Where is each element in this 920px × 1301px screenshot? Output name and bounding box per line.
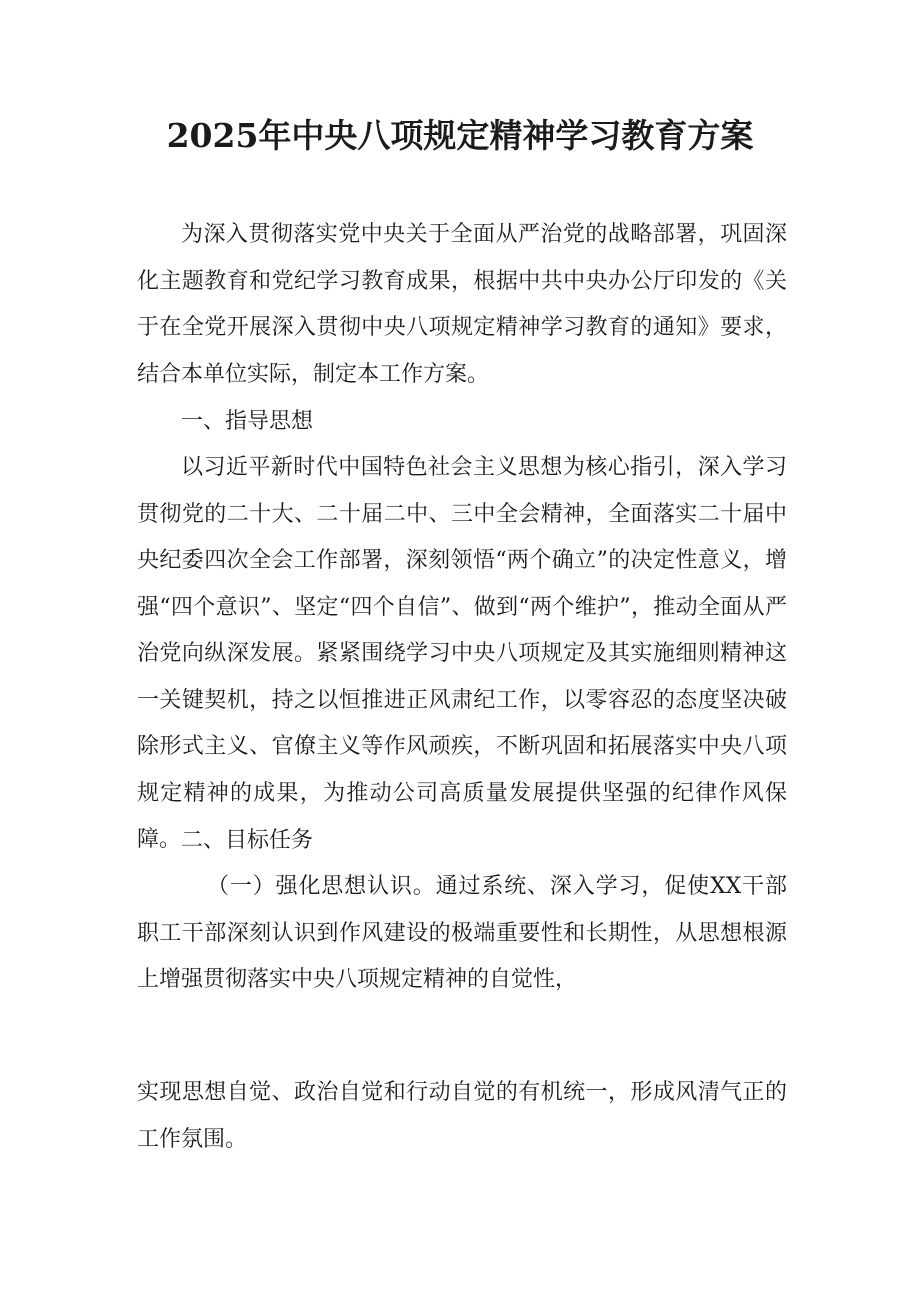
document-title: 2025年中央八项规定精神学习教育方案 [166, 116, 754, 155]
intro-paragraph: 为深入贯彻落实党中央关于全面从严治党的战略部署，巩固深化主题教育和党纪学习教育成果，根据中共中央办公厅印发的《关于在全党开展深入贯彻中央八项规定精神学习教育的通知》要求，结合本单位实际，制定本工作方案。 [137, 222, 787, 387]
goal-item-1-continuation: 实现思想自觉、政治自觉和行动自觉的有机统一，形成风清气正的工作氛围。 [137, 1080, 787, 1152]
section-heading-goals-tasks: 二、目标任务 [181, 828, 314, 853]
section-heading-guiding-thought: 一、指导思想 [181, 409, 314, 434]
goal-item-1-paragraph: （一）强化思想认识。通过系统、深入学习，促使XX干部职工干部深刻认识到作风建设的极端重要性和长期性，从思想根源上增强贯彻落实中央八项规定精神的自觉性， [137, 874, 787, 992]
guiding-thought-paragraph: 以习近平新时代中国特色社会主义思想为核心指引，深入学习贯彻党的二十大、二十届二中、三中全会精神，全面落实二十届中央纪委四次全会工作部署，深刻领悟“两个确立”的决定性意义，增强“四个意识”、坚定“四个自信”、做到“两个维护”，推动全面从严治党向纵深发展。紧紧围绕学习中央八项规定及其实施细则精神这一关键契机，持之以恒推进正风肃纪工作，以零容忍的态度坚决破除形式主义、官僚主义等作风顽疾，不断巩固和拓展落实中央八项规定精神的成果，为推动公司高质量发展提供坚强的纪律作风保障。 [137, 455, 787, 852]
